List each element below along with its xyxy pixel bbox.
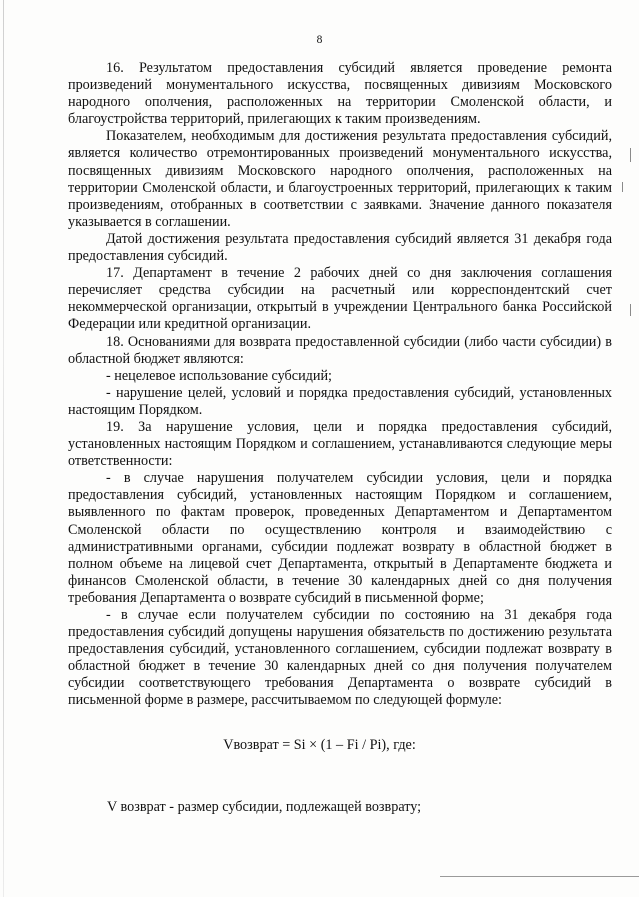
- list-item-partial-return: - в случае если получателем субсидии по состоянию на 31 декабря года предоставления субсидий допущены нарушения обязательств по достижению результата предоставления субсидий, установленного соглашением, субсидии подлежат возврату в областной бюджет в течение 30 календарных дней со дня получения получателем субсидии соответствующего требования Департамента о возврате субсидий в письменной форме в размере, рассчитываемом по следующей формуле:: [68, 607, 612, 709]
- scan-mark: [622, 182, 623, 192]
- list-item-violation: - нарушение целей, условий и порядка предоставления субсидий, установленных настоящим Порядком.: [68, 384, 612, 418]
- paragraph-18: 18. Основаниями для возврата предоставленной субсидии (либо части субсидии) в областной бюджет являются:: [68, 333, 612, 367]
- paragraph-result-date: Датой достижения результата предоставления субсидий является 31 декабря года предоставления субсидий.: [68, 230, 612, 265]
- scan-bottom-line: [440, 876, 639, 877]
- page-number: 8: [316, 34, 323, 46]
- formula-definition: V возврат - размер субсидии, подлежащей возврату;: [107, 799, 422, 815]
- return-formula: Vвозврат = Si × (1 – Fi / Pi), где:: [223, 737, 416, 753]
- paragraph-19: 19. За нарушение условия, цели и порядка предоставления субсидий, установленных настоящим Порядком и соглашением, устанавливаются следующие меры ответственности:: [68, 418, 612, 470]
- paragraph-16: 16. Результатом предоставления субсидий является проведение ремонта произведений монументального искусства, посвященных дивизиям Московского народного ополчения, расположенных на территории Смоленской области, и благоустройства территорий, прилегающих к таким произведениям.: [68, 60, 612, 128]
- scan-edge-line: [3, 0, 4, 897]
- scan-mark: [630, 304, 631, 316]
- paragraph-indicator: Показателем, необходимым для достижения результата предоставления субсидий, является количество отремонтированных произведений монументального искусства, посвященных дивизиям Московского народного ополчения, расположенных на территории Смоленской области, и благоустроенных территорий, прилегающих к таким произведениям, отобранных в соответствии с заявками. Значение данного показателя указывается в соглашении.: [68, 128, 612, 230]
- document-body: [68, 60, 612, 710]
- paragraph-17: 17. Департамент в течение 2 рабочих дней со дня заключения соглашения перечисляет средства субсидии на расчетный или корреспондентский счет некоммерческой организации, открытый в учреждении Центрального банка Российской Федерации или кредитной организации.: [68, 265, 612, 333]
- list-item-full-return: - в случае нарушения получателем субсидии условия, цели и порядка предоставления субсидий, установленных настоящим Порядком и соглашением, выявленного по фактам проверок, проведенных Департаментом и Департаментом Смоленской области по осуществлению контроля и взаимодействию с административными органами, субсидии подлежат возврату в областной бюджет в полном объеме на лицевой счет Департамента, открытый в Департаменте бюджета и финансов Смоленской области, в течение 30 календарных дней со дня получения требования Департамента о возврате субсидий в письменной форме;: [68, 470, 612, 606]
- list-item-misuse: - нецелевое использование субсидий;: [106, 367, 333, 384]
- scan-mark: [630, 148, 631, 162]
